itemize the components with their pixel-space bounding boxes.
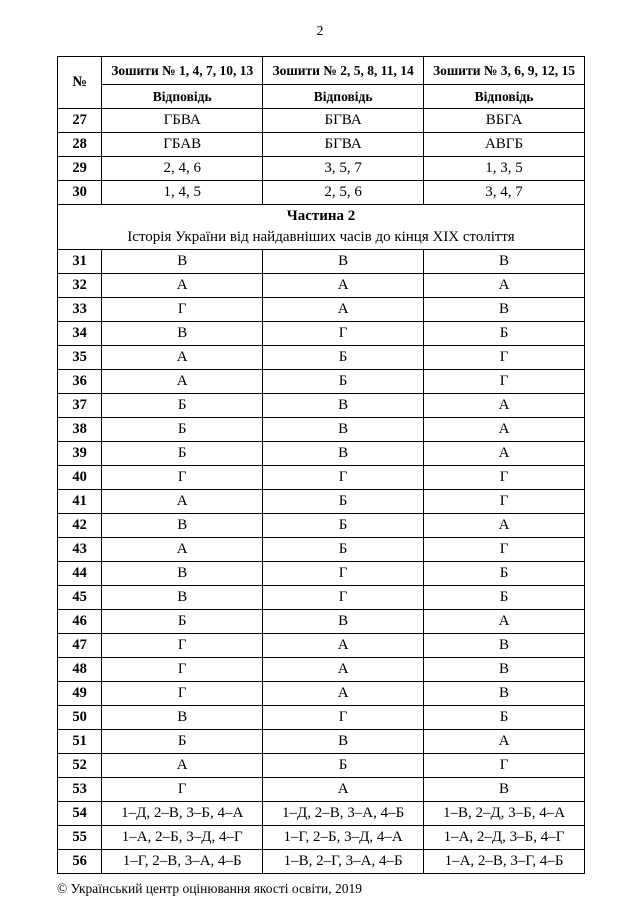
answer-key-table [57, 56, 585, 874]
answer-cell: Б [263, 370, 424, 394]
answer-cell: 1–Д, 2–В, 3–А, 4–Б [263, 802, 424, 826]
row-number-cell: 48 [58, 658, 102, 682]
row-number-cell: 32 [58, 274, 102, 298]
answer-cell: Г [424, 370, 585, 394]
answer-cell: В [102, 250, 263, 274]
row-number-cell: 35 [58, 346, 102, 370]
answer-cell: А [263, 274, 424, 298]
table-row [58, 157, 585, 181]
answer-cell: А [102, 274, 263, 298]
answer-cell: ГБАВ [102, 133, 263, 157]
table-row [58, 442, 585, 466]
answer-cell: Г [424, 466, 585, 490]
row-number-cell: 34 [58, 322, 102, 346]
answer-cell: Г [263, 562, 424, 586]
row-number-cell: 54 [58, 802, 102, 826]
answer-cell: В [102, 706, 263, 730]
answer-cell: Б [102, 730, 263, 754]
answer-cell: В [263, 730, 424, 754]
answer-cell: ВБГА [424, 109, 585, 133]
answer-cell: 1, 4, 5 [102, 181, 263, 205]
answer-cell: БГВА [263, 109, 424, 133]
answer-cell: 3, 5, 7 [263, 157, 424, 181]
table-row [58, 250, 585, 274]
row-number-cell: 52 [58, 754, 102, 778]
table-row [58, 514, 585, 538]
answer-cell: В [424, 298, 585, 322]
answer-cell: Б [263, 346, 424, 370]
table-row [58, 538, 585, 562]
answer-cell: А [263, 682, 424, 706]
table-row [58, 610, 585, 634]
section-cell [58, 205, 585, 250]
table-row [58, 490, 585, 514]
answer-cell: В [424, 658, 585, 682]
row-number-cell: 40 [58, 466, 102, 490]
answer-cell: А [102, 754, 263, 778]
answer-cell: А [263, 778, 424, 802]
header-row-answer [58, 85, 585, 109]
table-row [58, 802, 585, 826]
section-subtitle: Історія України від найдавніших часів до кінця XIX століття [127, 229, 515, 245]
answer-cell: В [102, 514, 263, 538]
table-row [58, 133, 585, 157]
answer-cell: 1–А, 2–В, 3–Г, 4–Б [424, 850, 585, 874]
answer-cell: Г [424, 490, 585, 514]
answer-cell: Г [263, 586, 424, 610]
answer-cell: АВГБ [424, 133, 585, 157]
row-number-cell: 45 [58, 586, 102, 610]
answer-cell: А [263, 658, 424, 682]
answer-cell: 1–А, 2–Б, 3–Д, 4–Г [102, 826, 263, 850]
row-number-cell: 56 [58, 850, 102, 874]
table-row [58, 682, 585, 706]
answer-cell: Б [263, 538, 424, 562]
answer-cell: В [263, 418, 424, 442]
answer-cell: А [263, 634, 424, 658]
row-number-cell: 50 [58, 706, 102, 730]
answer-cell: В [102, 562, 263, 586]
row-number-cell: 28 [58, 133, 102, 157]
answer-cell: А [424, 442, 585, 466]
answer-cell: 1–Г, 2–Б, 3–Д, 4–А [263, 826, 424, 850]
row-number-cell: 53 [58, 778, 102, 802]
answer-cell: 1–В, 2–Д, 3–Б, 4–А [424, 802, 585, 826]
row-number-cell: 47 [58, 634, 102, 658]
section-row [58, 205, 585, 250]
answer-cell: Б [424, 586, 585, 610]
table-row [58, 706, 585, 730]
answer-cell: 1–Д, 2–В, 3–Б, 4–А [102, 802, 263, 826]
answer-cell: А [424, 418, 585, 442]
answer-cell: Г [102, 682, 263, 706]
header-number-cell: № [58, 57, 102, 109]
table-row [58, 466, 585, 490]
table-row [58, 322, 585, 346]
table-header [58, 57, 585, 109]
answer-cell: Б [102, 418, 263, 442]
answer-cell: А [102, 346, 263, 370]
section-title: Частина 2 [286, 208, 356, 224]
answer-cell: Г [263, 322, 424, 346]
answer-cell: Г [102, 466, 263, 490]
answer-cell: 1–А, 2–Д, 3–Б, 4–Г [424, 826, 585, 850]
row-number-cell: 33 [58, 298, 102, 322]
table-row [58, 826, 585, 850]
row-number-cell: 44 [58, 562, 102, 586]
table-row [58, 754, 585, 778]
page-number: 2 [316, 24, 324, 39]
answer-cell: Б [263, 490, 424, 514]
answer-cell: Б [424, 706, 585, 730]
row-number-cell: 31 [58, 250, 102, 274]
table-row [58, 778, 585, 802]
table-row [58, 394, 585, 418]
answer-cell: Г [263, 466, 424, 490]
table-row [58, 730, 585, 754]
answer-cell: Б [424, 562, 585, 586]
row-number-cell: 51 [58, 730, 102, 754]
answer-cell: А [102, 370, 263, 394]
answer-cell: 2, 5, 6 [263, 181, 424, 205]
answer-cell: А [424, 274, 585, 298]
row-number-cell: 55 [58, 826, 102, 850]
answer-cell: 3, 4, 7 [424, 181, 585, 205]
table-row [58, 298, 585, 322]
table-row [58, 274, 585, 298]
table-row [58, 634, 585, 658]
answer-cell: Г [102, 298, 263, 322]
answer-cell: Б [102, 394, 263, 418]
row-number-cell: 38 [58, 418, 102, 442]
answer-cell: Г [102, 778, 263, 802]
header-notebooks-2: Зошити № 2, 5, 8, 11, 14 [263, 57, 424, 85]
row-number-cell: 49 [58, 682, 102, 706]
answer-cell: Б [102, 442, 263, 466]
answer-cell: В [263, 394, 424, 418]
table-row [58, 346, 585, 370]
answer-cell: В [263, 610, 424, 634]
answer-cell: А [102, 538, 263, 562]
table-row [58, 109, 585, 133]
table-row [58, 850, 585, 874]
answer-cell: Б [263, 514, 424, 538]
answer-cell: ГБВА [102, 109, 263, 133]
answer-cell: В [424, 778, 585, 802]
table-row [58, 586, 585, 610]
row-number-cell: 41 [58, 490, 102, 514]
answer-cell: В [424, 250, 585, 274]
row-number-cell: 29 [58, 157, 102, 181]
answer-cell: В [102, 586, 263, 610]
header-answer-2: Відповідь [263, 85, 424, 109]
answer-cell: А [263, 298, 424, 322]
answer-cell: В [263, 442, 424, 466]
row-number-cell: 36 [58, 370, 102, 394]
answer-cell: Г [424, 538, 585, 562]
answer-cell: 1–В, 2–Г, 3–А, 4–Б [263, 850, 424, 874]
table-row [58, 418, 585, 442]
header-answer-3: Відповідь [424, 85, 585, 109]
answer-cell: Г [102, 634, 263, 658]
row-number-cell: 43 [58, 538, 102, 562]
answer-cell: А [424, 610, 585, 634]
row-number-cell: 46 [58, 610, 102, 634]
answer-cell: В [102, 322, 263, 346]
answer-cell: Б [102, 610, 263, 634]
answer-cell: В [424, 634, 585, 658]
answer-cell: В [263, 250, 424, 274]
answer-cell: Б [424, 322, 585, 346]
table-row [58, 658, 585, 682]
answer-cell: А [424, 514, 585, 538]
answer-cell: Г [424, 754, 585, 778]
answer-cell: БГВА [263, 133, 424, 157]
answer-cell: Г [424, 346, 585, 370]
table-row [58, 562, 585, 586]
row-number-cell: 30 [58, 181, 102, 205]
row-number-cell: 39 [58, 442, 102, 466]
row-number-cell: 37 [58, 394, 102, 418]
answer-cell: А [424, 730, 585, 754]
answer-cell: 2, 4, 6 [102, 157, 263, 181]
copyright-footer: © Український центр оцінювання якості освіти, 2019 [57, 881, 362, 896]
answer-cell: А [102, 490, 263, 514]
answers-body [58, 109, 585, 874]
answer-cell: Г [263, 706, 424, 730]
answer-cell: В [424, 682, 585, 706]
header-notebooks-3: Зошити № 3, 6, 9, 12, 15 [424, 57, 585, 85]
answer-cell: А [424, 394, 585, 418]
answer-cell: Б [263, 754, 424, 778]
row-number-cell: 42 [58, 514, 102, 538]
header-answer-1: Відповідь [102, 85, 263, 109]
header-row-notebooks [58, 57, 585, 85]
answer-cell: 1–Г, 2–В, 3–А, 4–Б [102, 850, 263, 874]
table-row [58, 370, 585, 394]
header-notebooks-1: Зошити № 1, 4, 7, 10, 13 [102, 57, 263, 85]
answer-cell: Г [102, 658, 263, 682]
table-row [58, 181, 585, 205]
answer-cell: 1, 3, 5 [424, 157, 585, 181]
row-number-cell: 27 [58, 109, 102, 133]
